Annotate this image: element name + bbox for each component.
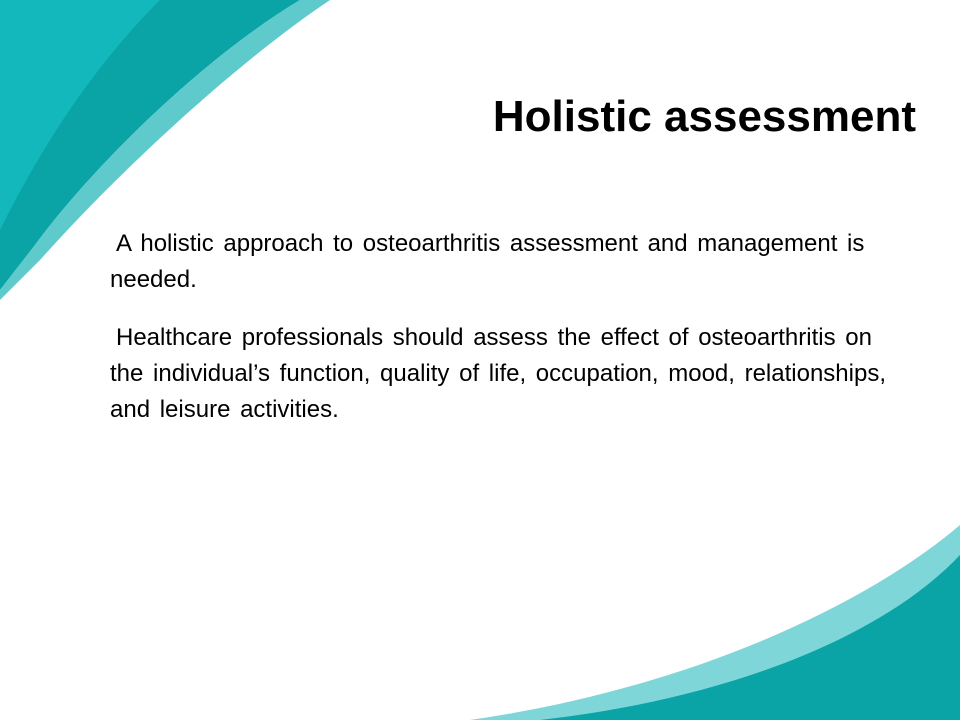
slide-body bbox=[110, 226, 910, 450]
body-paragraph: A holistic approach to osteoarthritis assessment and management is needed. bbox=[110, 230, 865, 293]
slide-title: Holistic assessment bbox=[492, 92, 916, 141]
body-paragraph: Healthcare professionals should assess the effect of osteoarthritis on the individual’s function, quality of life, occupation, mood, relationships, and leisure activities. bbox=[110, 324, 887, 423]
